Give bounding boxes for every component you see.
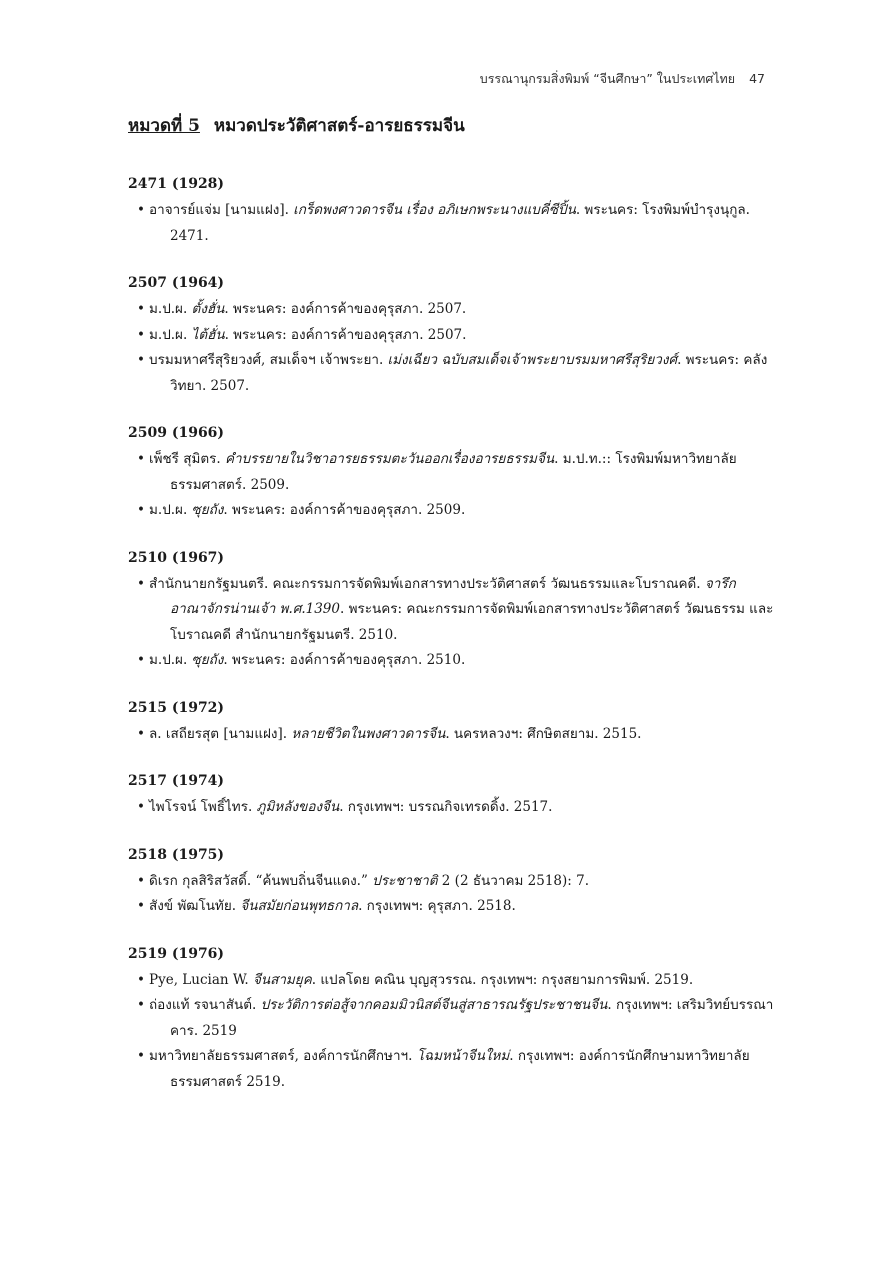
year-heading: 2509 (1966): [128, 425, 225, 441]
bullet-icon: •: [137, 725, 145, 742]
year-section: [128, 697, 778, 748]
year-section: [128, 547, 778, 674]
page-number: 47: [749, 71, 765, 86]
entry-title: หลายชีวิตในพงศาวดารจีน: [291, 725, 446, 742]
bullet-icon: •: [137, 799, 145, 815]
entry-title: ประวัติการต่อสู้จากคอมมิวนิสต์จีนสู่สาธารณรัฐประชาชนจีน: [260, 997, 608, 1013]
entry-author: ม.ป.ผ.: [149, 326, 192, 343]
entry-author: อาจารย์แจ่ม [นามแฝง].: [149, 202, 294, 218]
page-content: [128, 112, 778, 1118]
bullet-icon: •: [137, 971, 145, 988]
entry-title: เม่งเฉียว ฉบับสมเด็จเจ้าพระยาบรมมหาศรีสุริยวงศ์: [387, 352, 678, 368]
entry-author: ม.ป.ผ.: [149, 502, 192, 518]
bibliography-entry: [128, 869, 778, 895]
entry-title: ไต้ฮั่น: [191, 326, 225, 343]
bibliography-entry: [128, 1044, 778, 1095]
entry-author: ถ่องแท้ รจนาสันต์.: [149, 997, 261, 1013]
entry-list: [128, 722, 778, 748]
year-section: [128, 272, 778, 399]
year-heading: 2518 (1975): [128, 846, 225, 863]
entry-publication: . กรุงเทพฯ: เสริมวิทย์บรรณาคาร. 2519: [170, 997, 774, 1039]
entry-author: ม.ป.ผ.: [149, 652, 192, 668]
entry-publication: . พระนคร: องค์การค้าของคุรุสภา. 2507.: [224, 326, 467, 343]
entry-list: [128, 968, 778, 1096]
entry-author: ม.ป.ผ.: [149, 301, 192, 317]
entry-author: มหาวิทยาลัยธรรมศาสตร์, องค์การนักศึกษาฯ.: [149, 1048, 417, 1064]
entry-title: เกร็ดพงศาวดารจีน เรื่อง อภิเษกพระนางแบคี่ซีปิ้น: [293, 202, 576, 218]
year-section: [128, 844, 778, 920]
bullet-icon: •: [137, 872, 145, 889]
year-heading: 2471 (1928): [128, 176, 225, 192]
year-heading: 2515 (1972): [128, 699, 225, 716]
running-title: บรรณานุกรมสิ่งพิมพ์ “จีนศึกษา” ในประเทศไทย: [479, 71, 736, 86]
year-heading: 2519 (1976): [128, 945, 225, 962]
bibliography-entry: [128, 198, 778, 249]
entry-publication: . นครหลวงฯ: ศึกษิตสยาม. 2515.: [445, 725, 642, 742]
entry-title: จีนสามยุค: [252, 971, 312, 988]
bibliography-entry: [128, 722, 778, 748]
chapter-number: หมวดที่ 5: [128, 116, 200, 136]
bibliography-entry: [128, 894, 778, 920]
bibliography-entry: [128, 498, 778, 524]
bullet-icon: •: [137, 1048, 145, 1064]
year-heading: 2507 (1964): [128, 275, 225, 291]
entry-list: [128, 447, 778, 524]
bullet-icon: •: [137, 997, 145, 1013]
entry-title: ซุยถัง: [191, 502, 224, 518]
chapter-title: [128, 112, 778, 139]
entry-publication: . พระนคร: คณะกรรมการจัดพิมพ์เอกสารทางประวัติศาสตร์ วัฒนธรรม และโบราณคดี สำนักนายกรัฐมนตรี. 2510.: [170, 601, 774, 643]
bibliography-sections: [128, 173, 778, 1095]
year-section: [128, 943, 778, 1096]
bullet-icon: •: [137, 502, 145, 518]
bullet-icon: •: [137, 652, 145, 668]
entry-publication: . พระนคร: โรงพิมพ์บำรุงนุกูล. 2471.: [170, 202, 750, 244]
entry-list: [128, 572, 778, 674]
year-section: [128, 173, 778, 249]
bibliography-entry: [128, 572, 778, 649]
entry-author: ล. เสถียรสุต [นามแฝง].: [149, 725, 292, 742]
bibliography-entry: [128, 323, 778, 349]
running-header: [480, 69, 765, 89]
bibliography-entry: [128, 795, 778, 821]
bibliography-entry: [128, 968, 778, 994]
chapter-name: หมวดประวัติศาสตร์-อารยธรรมจีน: [213, 116, 465, 136]
bibliography-entry: [128, 297, 778, 323]
bibliography-entry: [128, 993, 778, 1044]
entry-title: ตั้งฮั่น: [191, 301, 225, 317]
entry-publication: . กรุงเทพฯ: บรรณกิจเทรดดิ้ง. 2517.: [339, 799, 553, 815]
entry-publication: . แปลโดย คณิน บุญสุวรรณ. กรุงเทพฯ: กรุงสยามการพิมพ์. 2519.: [311, 971, 694, 988]
year-section: [128, 770, 778, 821]
entry-publication: . กรุงเทพฯ: องค์การนักศึกษามหาวิทยาลัยธรรมศาสตร์ 2519.: [170, 1048, 750, 1090]
entry-author: เพ็ชรี สุมิตร.: [149, 451, 225, 467]
bibliography-entry: [128, 648, 778, 674]
bibliography-entry: [128, 447, 778, 498]
entry-title: ซุยถัง: [191, 652, 224, 668]
bullet-icon: •: [137, 326, 145, 343]
entry-title: ภูมิหลังของจีน: [256, 799, 340, 815]
bibliography-entry: [128, 348, 778, 399]
entry-author: บรมมหาศรีสุริยวงศ์, สมเด็จฯ เจ้าพระยา.: [149, 352, 388, 368]
entry-publication: . กรุงเทพฯ: คุรุสภา. 2518.: [358, 898, 516, 914]
bullet-icon: •: [137, 301, 145, 317]
entry-publication: . พระนคร: คลังวิทยา. 2507.: [170, 352, 768, 394]
entry-title: ประชาชาติ: [372, 872, 438, 889]
bullet-icon: •: [137, 451, 145, 467]
entry-publication: . พระนคร: องค์การค้าของคุรุสภา. 2510.: [223, 652, 466, 668]
entry-title: จารึกอาณาจักรน่านเจ้า พ.ศ.1390: [170, 575, 736, 617]
entry-list: [128, 198, 778, 249]
entry-publication: . พระนคร: องค์การค้าของคุรุสภา. 2507.: [224, 301, 467, 317]
entry-author: สังข์ พัฒโนทัย.: [149, 898, 241, 914]
bullet-icon: •: [137, 352, 145, 368]
entry-list: [128, 795, 778, 821]
entry-publication: . ม.ป.ท.:: โรงพิมพ์มหาวิทยาลัยธรรมศาสตร์. 2509.: [170, 451, 737, 493]
year-heading: 2517 (1974): [128, 773, 225, 789]
entry-author: Pye, Lucian W.: [149, 971, 253, 988]
entry-author: ดิเรก กุลสิริสวัสดิ์. “ค้นพบถิ่นจีนแดง.”: [149, 872, 373, 889]
entry-publication: . พระนคร: องค์การค้าของคุรุสภา. 2509.: [223, 502, 466, 518]
bullet-icon: •: [137, 898, 145, 914]
entry-author: ไพโรจน์ โพธิ์ไทร.: [149, 799, 257, 815]
entry-title: จีนสมัยก่อนพุทธกาล: [240, 898, 359, 914]
entry-list: [128, 869, 778, 920]
entry-author: สำนักนายกรัฐมนตรี. คณะกรรมการจัดพิมพ์เอกสารทางประวัติศาสตร์ วัฒนธรรมและโบราณคดี.: [149, 575, 705, 592]
entry-title: คำบรรยายในวิชาอารยธรรมตะวันออกเรื่องอารยธรรมจีน: [224, 451, 555, 467]
year-section: [128, 422, 778, 524]
entry-publication: 2 (2 ธันวาคม 2518): 7.: [437, 872, 590, 889]
bullet-icon: •: [137, 575, 145, 592]
year-heading: 2510 (1967): [128, 549, 225, 566]
entry-title: โฉมหน้าจีนใหม่: [416, 1048, 510, 1064]
entry-list: [128, 297, 778, 399]
bullet-icon: •: [137, 202, 145, 218]
